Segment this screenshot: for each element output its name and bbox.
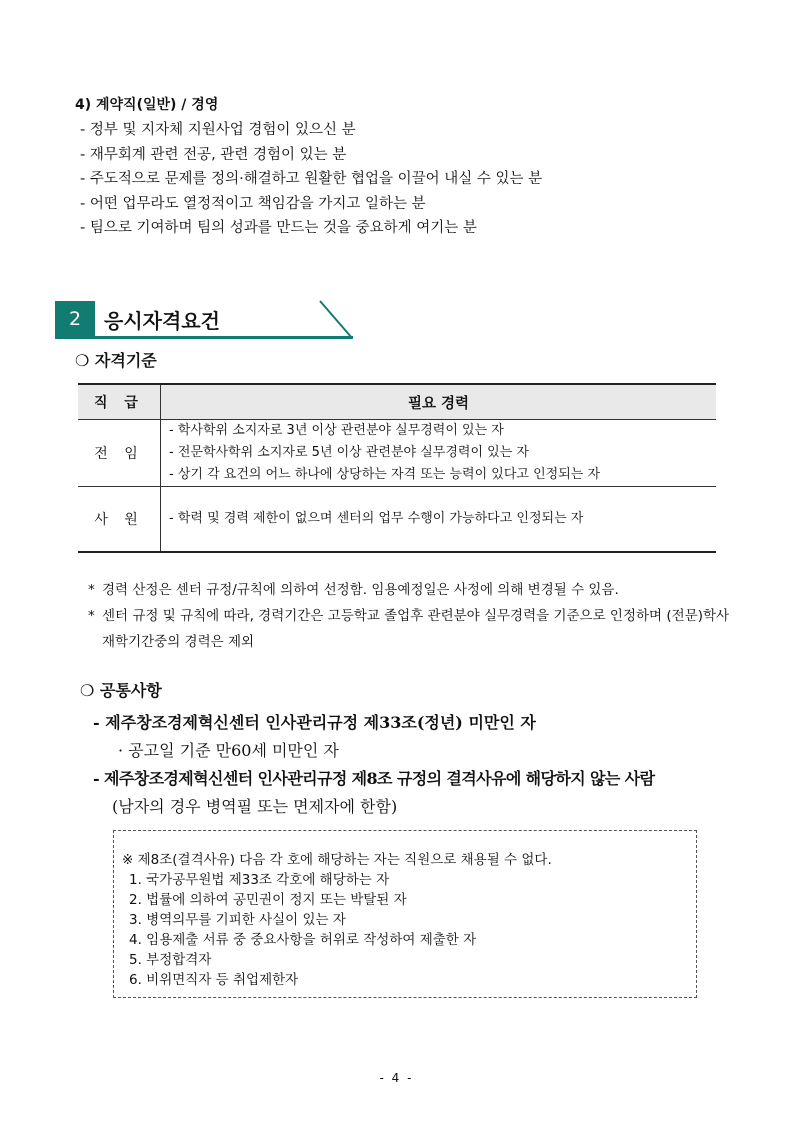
section-slash-decoration [318,300,354,340]
common-item-disqualification-detail: (남자의 경우 병역필 또는 면제자에 한함) [112,797,398,816]
requirement-line: - 학사학위 소지자로 3년 이상 관련분야 실무경력이 있는 자 [169,423,504,438]
section-title: 응시자격요건 [104,309,220,333]
requirement-line: - 상기 각 요건의 어느 하나에 상당하는 자격 또는 능력이 있다고 인정되는 자 [169,467,601,482]
table-row [78,420,716,487]
table-cell-grade: 전 임 [78,420,161,487]
qualification-heading: ❍ 자격기준 [75,351,157,370]
list-item: 3. 병역의무를 기피한 사실이 있는 자 [129,912,346,928]
list-item: - 팀으로 기여하며 팀의 성과를 만드는 것을 중요하게 여기는 분 [80,220,477,236]
note-marker: * [88,582,95,598]
table-header-grade: 직 급 [78,384,161,420]
note-item [88,577,738,603]
note-item [88,603,738,655]
note-text: 센터 규정 및 규칙에 따라, 경력기간은 고등학교 졸업후 관련분야 실무경력을 기준으로 인정하며 (전문)학사 재학기간중의 경력은 제외 [102,608,730,650]
list-item: - 정부 및 지자체 지원사업 경험이 있으신 분 [80,122,356,138]
common-heading: ❍ 공통사항 [80,681,162,700]
list-item: - 주도적으로 문제를 정의·해결하고 원활한 협업을 이끌어 내실 수 있는 분 [80,171,543,187]
contract-section-title: 4) 계약직(일반) / 경영 [75,97,219,113]
table-cell-grade: 사 원 [78,487,161,553]
requirement-line: - 전문학사학위 소지자로 5년 이상 관련분야 실무경력이 있는 자 [169,445,529,460]
list-item: 4. 임용제출 서류 중 중요사항을 허위로 작성하여 제출한 자 [129,932,477,948]
common-item-retirement-detail: · 공고일 기준 만60세 미만인 자 [118,741,339,760]
section-underline [55,336,353,339]
table-cell-requirements [161,420,717,487]
section-number-badge: 2 [55,301,95,337]
table-row [78,487,716,553]
note-marker: * [88,608,95,624]
common-item-retirement: - 제주창조경제혁신센터 인사관리규정 제33조(정년) 미만인 자 [93,713,536,732]
list-item: 2. 법률에 의하여 공민권이 정지 또는 박탈된 자 [129,892,407,908]
table-header-experience: 필요 경력 [161,384,717,420]
table-cell-requirements [161,487,717,553]
list-item: 6. 비위면직자 등 취업제한자 [129,972,299,988]
qualification-table [78,383,716,553]
page-number: - 4 - [379,1071,414,1085]
disqualification-list [122,870,552,990]
table-header-row [78,384,716,420]
list-item: - 재무회계 관련 전공, 관련 경험이 있는 분 [80,146,347,163]
disqualification-intro: ※ 제8조(결격사유) 다음 각 호에 해당하는 자는 직원으로 채용될 수 없다. [122,852,552,868]
disqualification-box [113,830,697,998]
list-item: - 어떤 업무라도 열정적이고 책임감을 가지고 일하는 분 [80,195,426,212]
common-item-disqualification: - 제주창조경제혁신센터 인사관리규정 제8조 규정의 결격사유에 해당하지 않는 사람 [93,769,655,788]
note-text: 경력 산정은 센터 규정/규칙에 의하여 선정함. 임용예정일은 사정에 의해 변경될 수 있음. [102,582,619,598]
qualification-notes [88,577,738,655]
list-item: 1. 국가공무원법 제33조 각호에 해당하는 자 [129,872,390,888]
requirement-line: - 학력 및 경력 제한이 없으며 센터의 업무 수행이 가능하다고 인정되는 자 [169,511,584,526]
contract-bullet-list [80,118,542,241]
list-item: 5. 부정합격자 [129,952,212,968]
